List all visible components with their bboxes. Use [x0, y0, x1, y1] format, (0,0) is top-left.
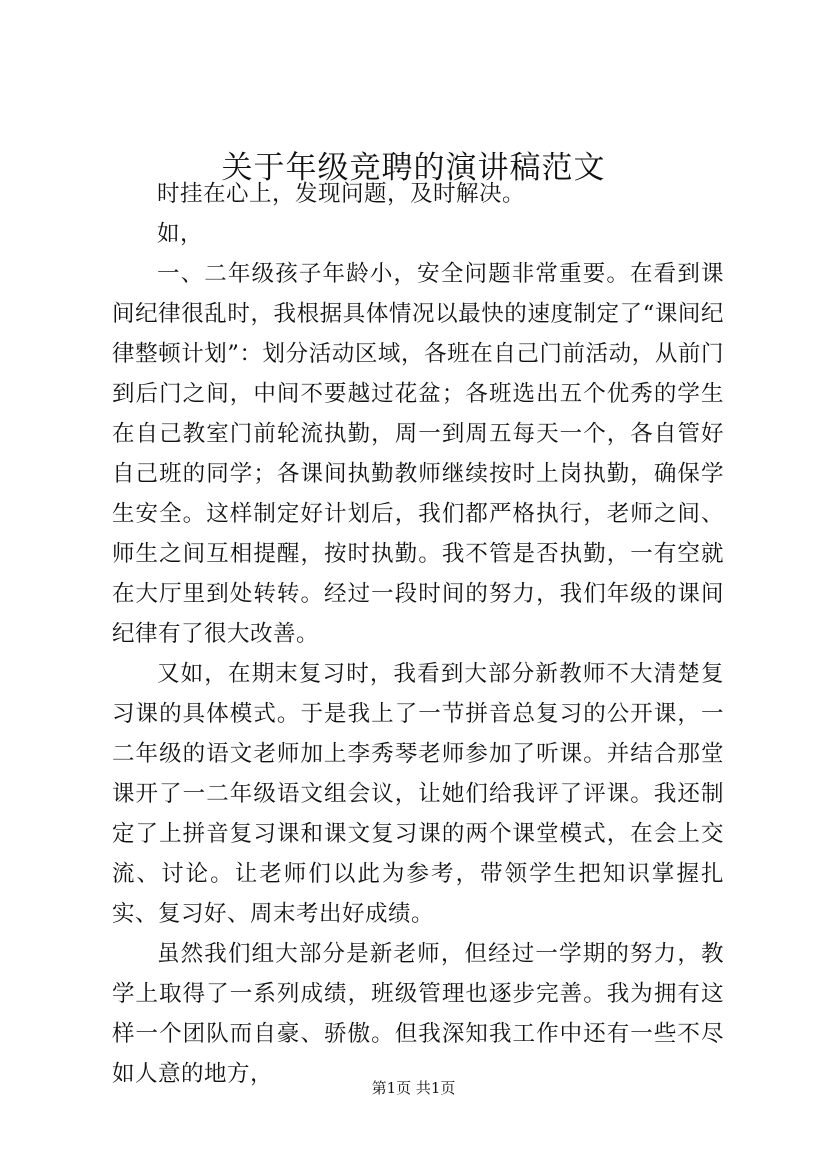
page-footer: 第1页 共1页 — [371, 1079, 456, 1097]
paragraph: 时挂在心上，发现问题，及时解决。 — [157, 181, 526, 207]
document-title: 关于年级竞聘的演讲稿范文 — [221, 150, 606, 186]
paragraph: 又如，在期末复习时，我看到大部分新教师不大清楚复习课的具体模式。于是我上了一节拼音总复习的公开课，一二年级的语文老师加上李秀琴老师参加了听课。并结合那堂课开了一二年级语文组会议，让她们给我评了评课。我还制定了上拼音复习课和课文复习课的两个课堂模式，在会上交流、讨论。让老师们以此为参考，带领学生把知识掌握扎实、复习好、周末考出好成绩。 — [112, 661, 724, 927]
paragraph: 虽然我们组大部分是新老师，但经过一学期的努力，教学上取得了一系列成绩，班级管理也逐步完善。我为拥有这样一个团队而自豪、骄傲。但我深知我工作中还有一些不尽如人意的地方， — [112, 941, 724, 1087]
paragraph: 一、二年级孩子年龄小，安全问题非常重要。在看到课间纪律很乱时，我根据具体情况以最快的速度制定了“课间纪律整顿计划”：划分活动区域，各班在自己门前活动，从前门到后门之间，中间不要越过花盆；各班选出五个优秀的学生在自己教室门前轮流执勤，周一到周五每天一个，各自管好自己班的同学；各课间执勤教师继续按时上岗执勤，确保学生安全。这样制定好计划后，我们都严格执行，老师之间、师生之间互相提醒，按时执勤。我不管是否执勤，一有空就在大厅里到处转转。经过一段时间的努力，我们年级的课间纪律有了很大改善。 — [112, 261, 724, 647]
paragraph: 如， — [157, 221, 204, 247]
document-body — [112, 174, 724, 1094]
